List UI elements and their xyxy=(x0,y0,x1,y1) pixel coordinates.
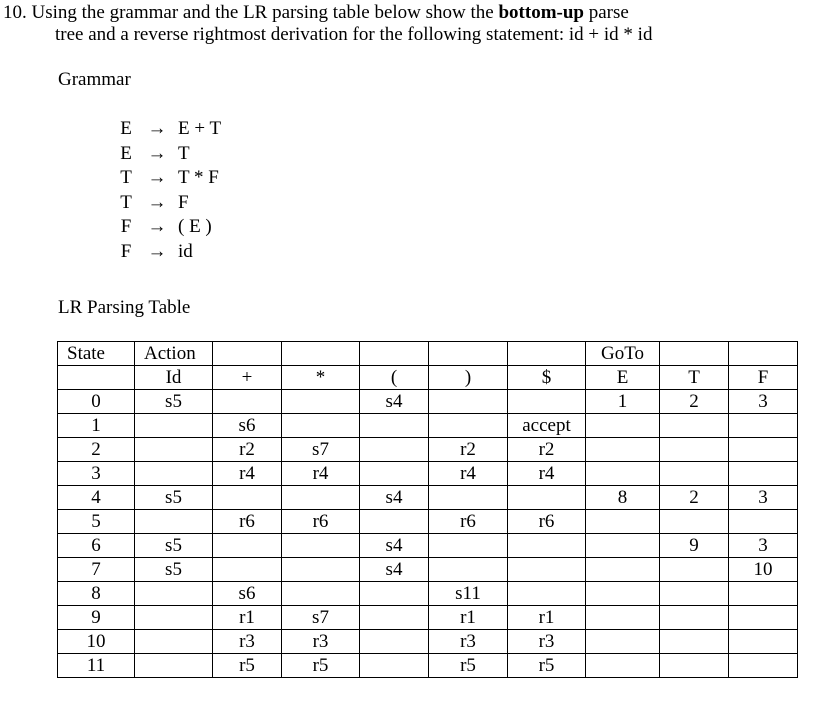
table-cell: * xyxy=(282,366,360,390)
table-cell: r2 xyxy=(213,438,282,462)
table-cell: r1 xyxy=(429,606,508,630)
table-cell: ( xyxy=(360,366,429,390)
table-cell xyxy=(729,438,798,462)
table-cell: 1 xyxy=(58,414,135,438)
grammar-heading: Grammar xyxy=(58,69,131,90)
rule-rhs: ( E ) xyxy=(178,216,212,238)
table-cell xyxy=(586,510,660,534)
table-cell: 3 xyxy=(729,486,798,510)
table-cell: 2 xyxy=(660,486,729,510)
grammar-rule xyxy=(116,117,221,142)
table-cell xyxy=(429,486,508,510)
table-cell xyxy=(660,414,729,438)
table-cell xyxy=(660,654,729,678)
table-cell xyxy=(729,342,798,366)
table-cell: 9 xyxy=(58,606,135,630)
table-cell: Id xyxy=(135,366,213,390)
rule-lhs: F xyxy=(120,216,132,238)
table-cell xyxy=(729,510,798,534)
table-cell xyxy=(508,390,586,414)
table-cell xyxy=(135,462,213,486)
table-cell xyxy=(360,630,429,654)
table-row xyxy=(58,486,798,510)
table-cell xyxy=(135,630,213,654)
table-cell xyxy=(660,342,729,366)
table-cell xyxy=(135,414,213,438)
table-cell: r6 xyxy=(508,510,586,534)
table-cell: r2 xyxy=(508,438,586,462)
table-cell xyxy=(360,342,429,366)
table-row xyxy=(58,654,798,678)
table-cell: s4 xyxy=(360,558,429,582)
table-cell xyxy=(660,510,729,534)
arrow-icon: → xyxy=(147,216,167,238)
lr-parsing-table xyxy=(57,341,798,678)
table-cell: r2 xyxy=(429,438,508,462)
arrow-icon: → xyxy=(147,167,167,189)
rule-rhs: E + T xyxy=(178,118,222,139)
table-cell xyxy=(135,606,213,630)
table-cell xyxy=(508,342,586,366)
question-text-part: Using the grammar and the LR parsing table below show the xyxy=(31,2,499,23)
table-cell: 10 xyxy=(729,558,798,582)
table-cell: s5 xyxy=(135,534,213,558)
arrow-icon: → xyxy=(147,118,167,139)
rule-rhs: id xyxy=(178,240,193,262)
rule-lhs: F xyxy=(120,240,132,262)
table-cell xyxy=(508,558,586,582)
arrow-icon: → xyxy=(147,142,167,164)
rule-lhs: T xyxy=(120,191,132,213)
table-cell xyxy=(429,342,508,366)
table-cell: GoTo xyxy=(586,342,660,366)
table-cell xyxy=(729,630,798,654)
table-cell: r3 xyxy=(213,630,282,654)
table-cell xyxy=(660,582,729,606)
table-cell: 10 xyxy=(58,630,135,654)
table-cell: r4 xyxy=(282,462,360,486)
table-cell xyxy=(729,606,798,630)
table-row xyxy=(58,438,798,462)
grammar-rule xyxy=(116,215,221,240)
table-cell xyxy=(282,582,360,606)
table-cell: 3 xyxy=(729,390,798,414)
table-cell: 3 xyxy=(729,534,798,558)
table-cell: s4 xyxy=(360,390,429,414)
table-cell xyxy=(282,390,360,414)
arrow-icon: → xyxy=(147,240,167,262)
table-cell xyxy=(282,414,360,438)
table-cell xyxy=(360,654,429,678)
table-cell xyxy=(213,390,282,414)
table-cell: s4 xyxy=(360,534,429,558)
table-cell: s11 xyxy=(429,582,508,606)
table-cell: 6 xyxy=(58,534,135,558)
table-cell xyxy=(429,558,508,582)
table-cell xyxy=(282,534,360,558)
table-cell: 2 xyxy=(58,438,135,462)
table-row xyxy=(58,414,798,438)
table-cell: r5 xyxy=(213,654,282,678)
rule-rhs: T * F xyxy=(178,167,219,189)
table-cell xyxy=(729,654,798,678)
table-cell xyxy=(429,390,508,414)
table-cell: s6 xyxy=(213,582,282,606)
table-cell: r5 xyxy=(429,654,508,678)
table-cell xyxy=(660,606,729,630)
table-cell: s6 xyxy=(213,414,282,438)
table-cell xyxy=(508,534,586,558)
table-cell: 2 xyxy=(660,390,729,414)
table-cell: r4 xyxy=(213,462,282,486)
rule-rhs: F xyxy=(178,191,189,213)
table-header-row xyxy=(58,366,798,390)
table-cell xyxy=(429,534,508,558)
table-cell xyxy=(135,438,213,462)
table-cell: r3 xyxy=(282,630,360,654)
table-cell xyxy=(58,366,135,390)
table-cell: r1 xyxy=(213,606,282,630)
table-cell xyxy=(586,630,660,654)
table-cell xyxy=(729,462,798,486)
table-row xyxy=(58,558,798,582)
table-cell: s5 xyxy=(135,486,213,510)
table-cell: r1 xyxy=(508,606,586,630)
question-bold-term: bottom-up xyxy=(498,2,584,23)
table-cell xyxy=(213,486,282,510)
arrow-icon: → xyxy=(147,191,167,213)
table-cell xyxy=(508,486,586,510)
table-cell xyxy=(586,438,660,462)
table-cell: r4 xyxy=(508,462,586,486)
table-cell: r6 xyxy=(429,510,508,534)
table-cell xyxy=(213,342,282,366)
table-row xyxy=(58,510,798,534)
table-cell: s5 xyxy=(135,390,213,414)
rule-lhs: E xyxy=(120,118,132,139)
question-line-1 xyxy=(3,2,652,24)
table-cell: s7 xyxy=(282,606,360,630)
table-row xyxy=(58,630,798,654)
table-cell xyxy=(660,462,729,486)
table-cell xyxy=(660,438,729,462)
table-header-row xyxy=(58,342,798,366)
grammar-rule xyxy=(116,240,221,265)
rule-rhs: T xyxy=(178,142,190,164)
grammar-rules xyxy=(116,117,221,265)
table-cell xyxy=(213,558,282,582)
table-cell xyxy=(586,582,660,606)
table-cell: + xyxy=(213,366,282,390)
table-cell: 7 xyxy=(58,558,135,582)
table-cell: State xyxy=(58,342,135,366)
table-cell xyxy=(135,654,213,678)
grammar-rule xyxy=(116,166,221,191)
table-cell xyxy=(660,630,729,654)
question-text-part: parse xyxy=(584,2,629,23)
grammar-rule xyxy=(116,191,221,216)
table-cell: r5 xyxy=(282,654,360,678)
table-cell: 9 xyxy=(660,534,729,558)
rule-lhs: E xyxy=(120,142,132,164)
table-cell: 5 xyxy=(58,510,135,534)
table-cell: E xyxy=(586,366,660,390)
table-cell xyxy=(213,534,282,558)
table-cell xyxy=(586,414,660,438)
table-cell: accept xyxy=(508,414,586,438)
table-cell xyxy=(135,582,213,606)
grammar-rule xyxy=(116,142,221,167)
table-cell xyxy=(282,486,360,510)
table-row xyxy=(58,606,798,630)
table-cell: Action xyxy=(135,342,213,366)
table-row xyxy=(58,534,798,558)
rule-lhs: T xyxy=(120,167,132,189)
table-cell: 11 xyxy=(58,654,135,678)
table-cell xyxy=(729,414,798,438)
table-cell xyxy=(360,414,429,438)
table-cell xyxy=(586,462,660,486)
table-cell xyxy=(586,606,660,630)
table-cell: s4 xyxy=(360,486,429,510)
table-cell: s7 xyxy=(282,438,360,462)
table-cell xyxy=(360,606,429,630)
table-row xyxy=(58,462,798,486)
table-cell xyxy=(360,462,429,486)
table-cell: r3 xyxy=(429,630,508,654)
table-cell: 8 xyxy=(58,582,135,606)
table-row xyxy=(58,582,798,606)
table-cell: 0 xyxy=(58,390,135,414)
table-cell: r5 xyxy=(508,654,586,678)
table-cell xyxy=(660,558,729,582)
table-cell: 3 xyxy=(58,462,135,486)
table-row xyxy=(58,390,798,414)
question-number: 10. xyxy=(3,2,27,23)
table-heading: LR Parsing Table xyxy=(58,297,191,318)
table-cell: $ xyxy=(508,366,586,390)
table-cell: r4 xyxy=(429,462,508,486)
table-cell: r6 xyxy=(213,510,282,534)
table-cell xyxy=(586,654,660,678)
table-cell xyxy=(360,582,429,606)
table-cell xyxy=(429,414,508,438)
table-cell xyxy=(729,582,798,606)
table-cell xyxy=(282,342,360,366)
question-text xyxy=(3,2,652,46)
table-cell xyxy=(508,582,586,606)
table-cell: T xyxy=(660,366,729,390)
table-cell: 1 xyxy=(586,390,660,414)
table-cell: 8 xyxy=(586,486,660,510)
table-cell xyxy=(135,510,213,534)
table-cell: 4 xyxy=(58,486,135,510)
table-cell xyxy=(586,534,660,558)
question-line-2: tree and a reverse rightmost derivation for the following statement: id + id * id xyxy=(55,24,653,45)
table-cell xyxy=(360,510,429,534)
table-cell: F xyxy=(729,366,798,390)
table-cell: s5 xyxy=(135,558,213,582)
table-cell xyxy=(586,558,660,582)
table-cell: r3 xyxy=(508,630,586,654)
table-cell: ) xyxy=(429,366,508,390)
table-cell: r6 xyxy=(282,510,360,534)
table-cell xyxy=(282,558,360,582)
table-cell xyxy=(360,438,429,462)
